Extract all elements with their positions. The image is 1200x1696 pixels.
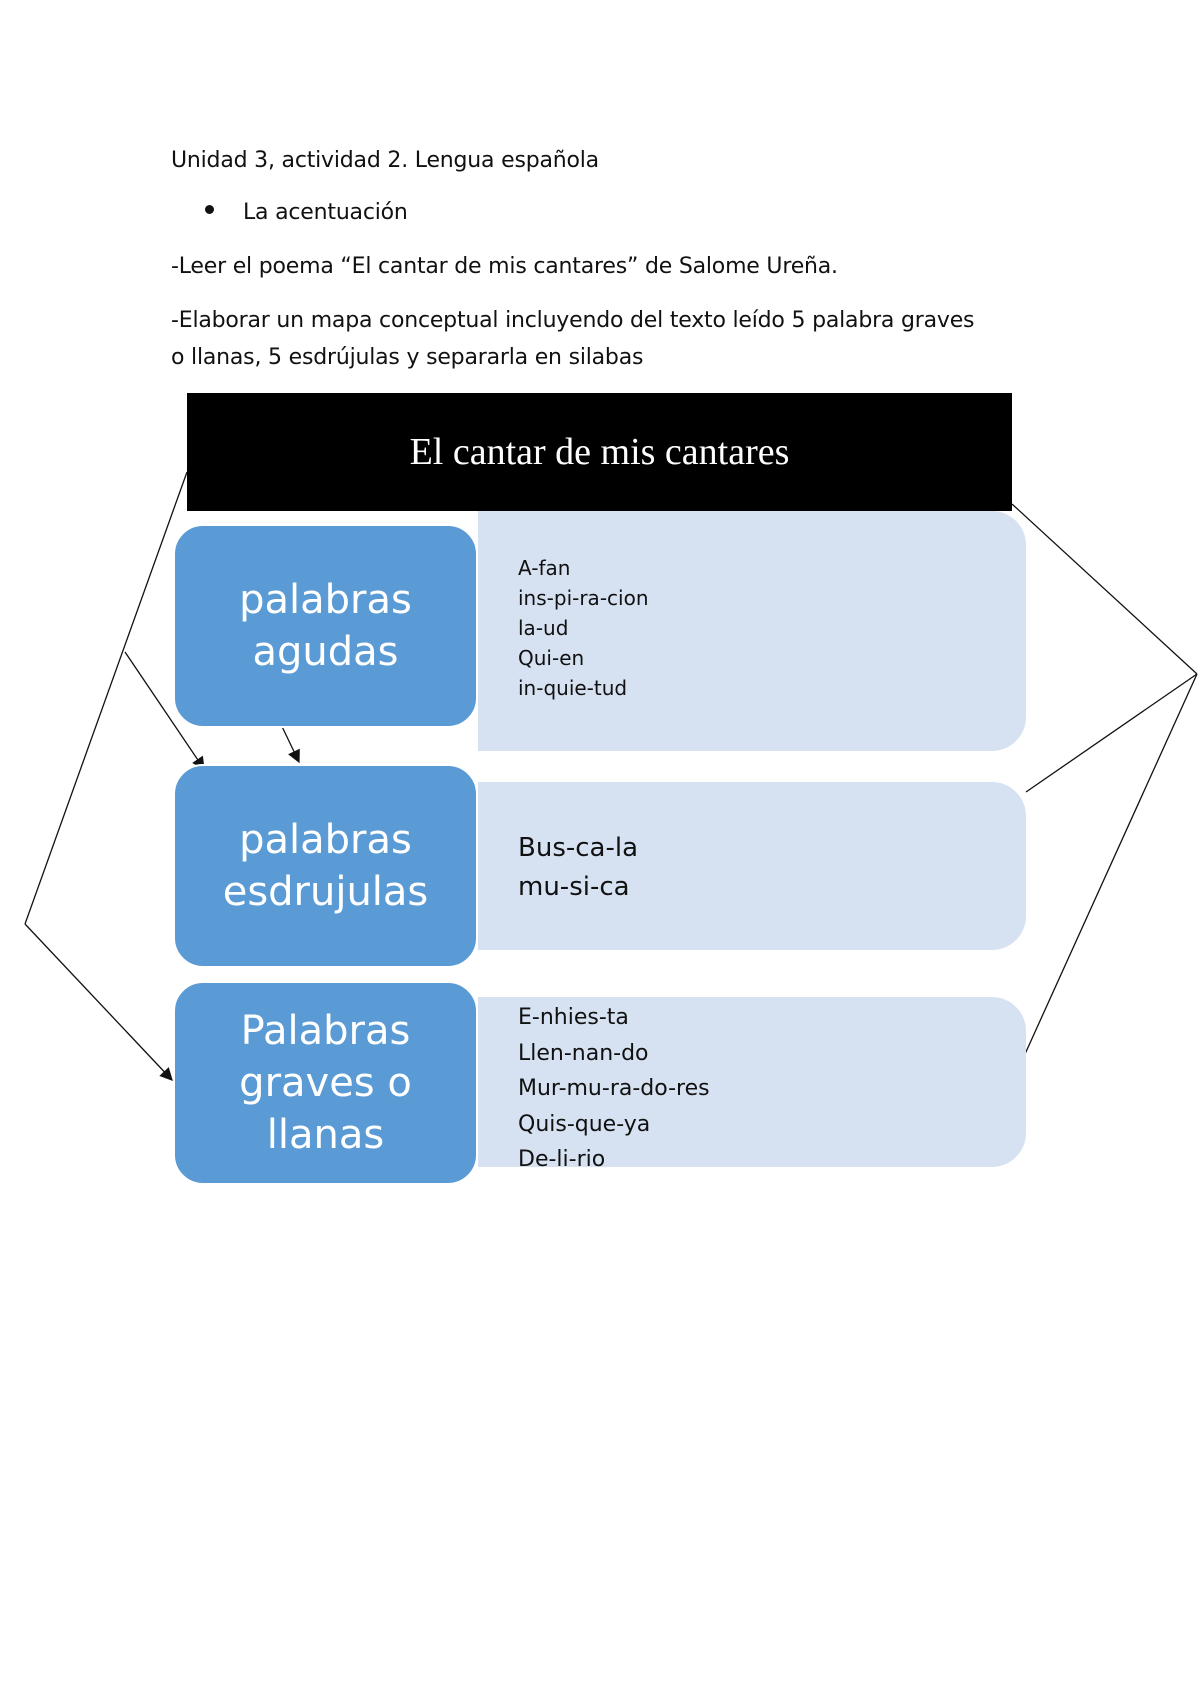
instruction-concept-map-cont: o llanas, 5 esdrújulas y separarla en silabas bbox=[171, 345, 644, 370]
word-item: De-li-rio bbox=[518, 1147, 606, 1172]
bullet-item: La acentuación bbox=[243, 200, 408, 225]
connector-line-left-upper bbox=[25, 472, 187, 924]
category-label: graves o bbox=[239, 1060, 412, 1106]
word-item: Quis-que-ya bbox=[518, 1111, 651, 1137]
word-item: Qui-en bbox=[518, 646, 585, 670]
graves-word-list bbox=[518, 1000, 710, 1178]
word-item: Mur-mu-ra-do-res bbox=[518, 1076, 710, 1101]
agudas-word-list bbox=[518, 553, 649, 703]
connector-line-right-bottom bbox=[1011, 674, 1197, 1085]
category-graves bbox=[173, 981, 478, 1185]
instruction-concept-map: -Elaborar un mapa conceptual incluyendo del texto leído 5 palabra graves bbox=[171, 308, 975, 333]
connector-line-right-mid bbox=[1026, 674, 1197, 792]
unit-heading: Unidad 3, actividad 2. Lengua española bbox=[171, 148, 599, 173]
word-item: la-ud bbox=[518, 616, 569, 640]
word-item: ins-pi-ra-cion bbox=[518, 586, 649, 610]
category-label: llanas bbox=[266, 1112, 385, 1158]
category-label: palabras bbox=[239, 817, 412, 863]
category-label: palabras bbox=[239, 577, 412, 623]
word-item: A-fan bbox=[518, 556, 571, 580]
category-esdrujulas bbox=[173, 764, 478, 968]
word-item: in-quie-tud bbox=[518, 676, 628, 700]
word-item: Bus-ca-la bbox=[518, 833, 639, 863]
word-item: E-nhies-ta bbox=[518, 1005, 629, 1030]
category-label: Palabras bbox=[240, 1008, 411, 1054]
instruction-read-poem: -Leer el poema “El cantar de mis cantares” de Salome Ureña. bbox=[171, 254, 838, 279]
connector-line-right-top bbox=[1012, 504, 1197, 674]
connector-arrow-to-graves bbox=[25, 924, 172, 1080]
category-label: esdrujulas bbox=[222, 869, 429, 915]
word-item: mu-si-ca bbox=[518, 872, 630, 902]
category-agudas bbox=[173, 524, 478, 728]
word-item: Llen-nan-do bbox=[518, 1040, 649, 1066]
category-label: agudas bbox=[252, 629, 399, 675]
concept-map-title: El cantar de mis cantares bbox=[187, 393, 1012, 511]
esdrujulas-word-list bbox=[518, 829, 638, 907]
